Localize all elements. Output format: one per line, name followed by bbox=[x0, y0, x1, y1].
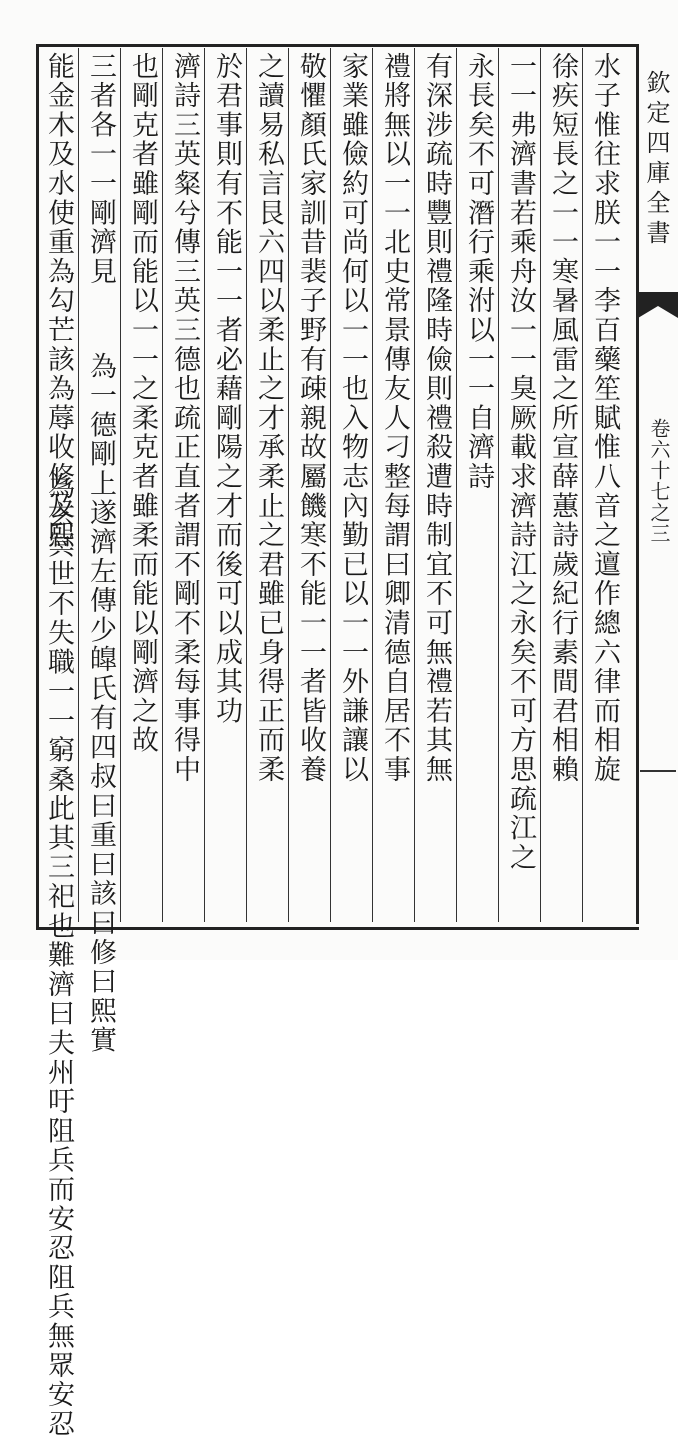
column-rule bbox=[456, 48, 457, 922]
column-rule bbox=[120, 48, 121, 922]
column-rule bbox=[288, 48, 289, 922]
column-rule bbox=[204, 48, 205, 922]
text-column-15: 能金木及水使重為勾芒該為蓐收修及熙 bbox=[43, 52, 74, 551]
column-rule bbox=[498, 48, 499, 922]
text-column-9: 之讀易私言艮六四以柔止之才承柔止之君雖已身得正而柔 bbox=[253, 52, 284, 785]
text-column-10: 於君事則有不能一一者必藉剛陽之才而後可以成其功 bbox=[211, 52, 242, 726]
fishtail-mark-icon bbox=[638, 292, 678, 332]
text-column-1: 水子惟往求朕一一李百藥笙賦惟八音之邅作總六律而相旋 bbox=[589, 52, 620, 785]
column-rule bbox=[246, 48, 247, 922]
column-rule bbox=[540, 48, 541, 922]
text-column-2: 徐疾短長之一一寒暑風雷之所宣薛蕙詩歲紀行素間君相賴 bbox=[547, 52, 578, 785]
text-column-12: 也剛克者雖剛而能以一一之柔克者雖柔而能以剛濟之故 bbox=[127, 52, 158, 756]
column-rule bbox=[414, 48, 415, 922]
text-column-7: 家業雖儉約可尚何以一一也入物志內勤已以一一外謙讓以 bbox=[337, 52, 368, 785]
margin-mark-line bbox=[640, 770, 676, 772]
column-rule bbox=[330, 48, 331, 922]
text-column-11: 濟詩三英粲兮傳三英三德也疏正直者謂不剛不柔每事得中 bbox=[169, 52, 200, 785]
column-rule bbox=[582, 48, 583, 922]
column-rule bbox=[372, 48, 373, 922]
margin-juan-number: 卷六十七之三 bbox=[647, 418, 671, 544]
text-column-16: 為玄冥世不失職一一窮桑此其三祀也難濟曰夫州吁阻兵而安忍阻兵無眾安忍 bbox=[43, 472, 74, 1439]
text-column-6: 禮將無以一一北史常景傳友人刁整每謂曰卿清德自居不事 bbox=[379, 52, 410, 785]
text-column-13: 三者各一一剛濟見 bbox=[85, 52, 116, 287]
column-rule bbox=[78, 48, 79, 922]
text-column-3: 一一弗濟書若乘舟汝一一臭厥載求濟詩江之永矣不可方思疏江之 bbox=[505, 52, 536, 873]
text-column-14: 為一德剛上遂濟左傳少皥氏有四叔曰重曰該曰修曰熙實 bbox=[85, 352, 116, 1056]
margin-book-title: 欽定四庫全書 bbox=[642, 70, 670, 250]
text-column-5: 有深涉疏時豐則禮隆時儉則禮殺遭時制宜不可無禮若其無 bbox=[421, 52, 452, 785]
column-rule bbox=[162, 48, 163, 922]
text-column-4: 永長矣不可潛行乘泭以一一自濟詩 bbox=[463, 52, 494, 492]
text-column-8: 敬懼顏氏家訓昔裴子野有疎親故屬饑寒不能一一者皆收養 bbox=[295, 52, 326, 785]
